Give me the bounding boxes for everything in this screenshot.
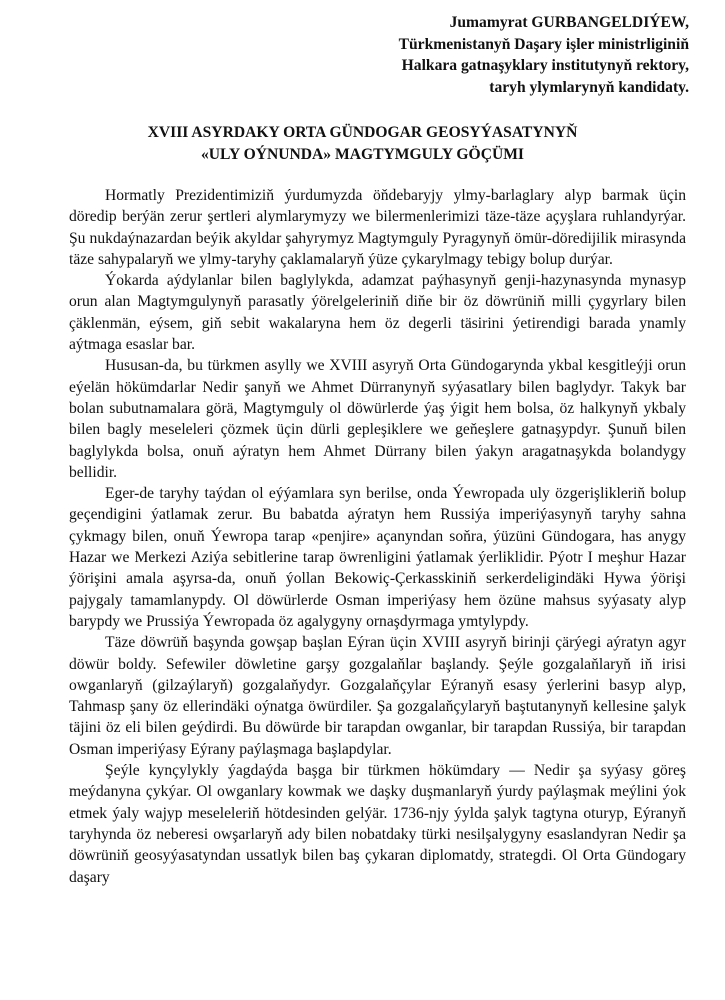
- article-body: [69, 185, 686, 888]
- body-paragraph-6: Şeýle kynçylykly ýagdaýda başga bir türkmen hökümdary — Nedir şa syýasy göreş meýdanyna çykýar. Ol owganlary kowmak we daşky duşmanlaryň ýurdy paýlaşmak meýlini ýok etmek ýaly wajyp meseleleriň hötdesinden gelýär. 1736-njy ýylda şalyk tagtyna oturyp, Eýranyň taryhynda öz neberesi owşarlaryň ady bilen nobatdaky türki nesilşalygyny esaslandyran Nedir şa döwrüniň geosyýasatyndan ussatlyk bilen baş çykaran diplomatdy, strategdi. Ol Orta Gündogary daşary: [69, 762, 686, 886]
- body-paragraph-4: Eger-de taryhy taýdan ol eýýamlara syn berilse, onda Ýewropada uly özgerişlikleriň bolup geçendigini ýatlamak zerur. Bu babatda aýratyn hem Russiýa imperiýasynyň taryhy sahna çykmagy bilen, onuň Ýewropa tarap «penjire» açanyndan soňra, ýüzüni Gündogara, has anygy Hazar we Merkezi Aziýa sebitlerine tarap öwrenligini ýatlamak ýerliklidir. Pýotr I meşhur Hazar ýörişini amala aşyrsa-da, onuň ýollan Bekowiç-Çerkasskiniň serkerdeligindäki Hywa ýörişi pajygaly tamamlanypdy. Ol döwürlerde Osman imperiýasy hem özüne mahsus syýasaty alyp barypdy we Prussiýa Ýewropada öz agalygyny ornaşdyrmaga ymtylypdy.: [69, 485, 686, 630]
- author-degree: taryh ylymlarynyň kandidaty.: [489, 78, 689, 96]
- author-affiliation-ministry: Türkmenistanyň Daşary işler ministrliginiň: [398, 35, 689, 53]
- body-paragraph-5: Täze döwrüň başynda gowşap başlan Eýran üçin XVIII asyryň birinji çärýegi aýratyn agyr döwür boldy. Sefewiler döwletine garşy gozgalaňlar başlandy. Şeýle gozgalaňlaryň iň irisi owganlaryň (gilzaýlaryň) gozgalaňydyr. Gozgalaňçylar Eýranyň esasy ýerlerini basyp alyp, Tahmasp şany öz ellerindäki oýnatga öwürdiler. Şa gozgalaňçylaryň baştutanynyň kellesine şalyk täjini öz eli bilen geýdirdi. Bu döwürde bir tarapdan owganlar, bir tarapdan Russiýa, bir tarapdan Osman imperiýasy Eýrany paýlaşmaga başlapdylar.: [69, 634, 686, 758]
- author-block: [399, 12, 689, 98]
- author-name: Jumamyrat GURBANGELDIÝEW,: [449, 14, 689, 31]
- article-title-line-2: «ULY OÝNUNDA» MAGTYMGULY GÖÇÜMI: [201, 146, 524, 163]
- body-paragraph-1: Hormatly Prezidentimiziň ýurdumyzda öňdebaryjy ylmy-barlaglary alyp barmak üçin döredip berýän zerur şertleri alymlarymyzy we bilermenlerimizi täze-täze açyşlara ruhlandyrýar. Şu nukdaýnazardan beýik akyldar şahyrymyz Magtymguly Pyragynyň ömür-döredijilik mirasynda täze sahypalaryň we ylmy-taryhy çaklamalaryň ýüze çykarylmagy tebigy bolup durýar.: [69, 187, 686, 268]
- author-affiliation-institute: Halkara gatnaşyklary institutynyň rektory,: [401, 57, 689, 74]
- body-paragraph-3: Hususan-da, bu türkmen asylly we XVIII asyryň Orta Gündogarynda ykbal kesgitleýji orun eýelän hökümdarlar Nedir şanyň we Ahmet Dürranynyň syýasatlary bilen baglydyr. Takyk bar bolan subutnamalara görä, Magtymguly ol döwürlerde ýaş ýigit hem bolsa, öz halkynyň ykbaly bilen bagly meseleleri çözmek üçin dürli gepleşiklere we geňeşlere gatnaşypdyr. Şunuň bilen baglylykda bolsa, onuň aýratyn hem Ahmet Dürrany bilen ýakyn aragatnaşykda bolandygy bellidir.: [69, 357, 686, 481]
- body-paragraph-2: Ýokarda aýdylanlar bilen baglylykda, adamzat paýhasynyň genji-hazynasynda mynasyp orun alan Magtymgulynyň parasatly ýörelgeleriniň diňe bir öz döwrüniň milli çygyrlary bilen çäklenmän, eýsem, giň sebit wakalaryna hem öz degerli täsirini ýetirendigi barada ynamly aýtmaga esaslar bar.: [69, 272, 686, 354]
- article-title-line-1: XVIII ASYRDAKY ORTA GÜNDOGAR GEOSYÝASATYNYŇ: [147, 124, 578, 141]
- article-title: [0, 122, 725, 166]
